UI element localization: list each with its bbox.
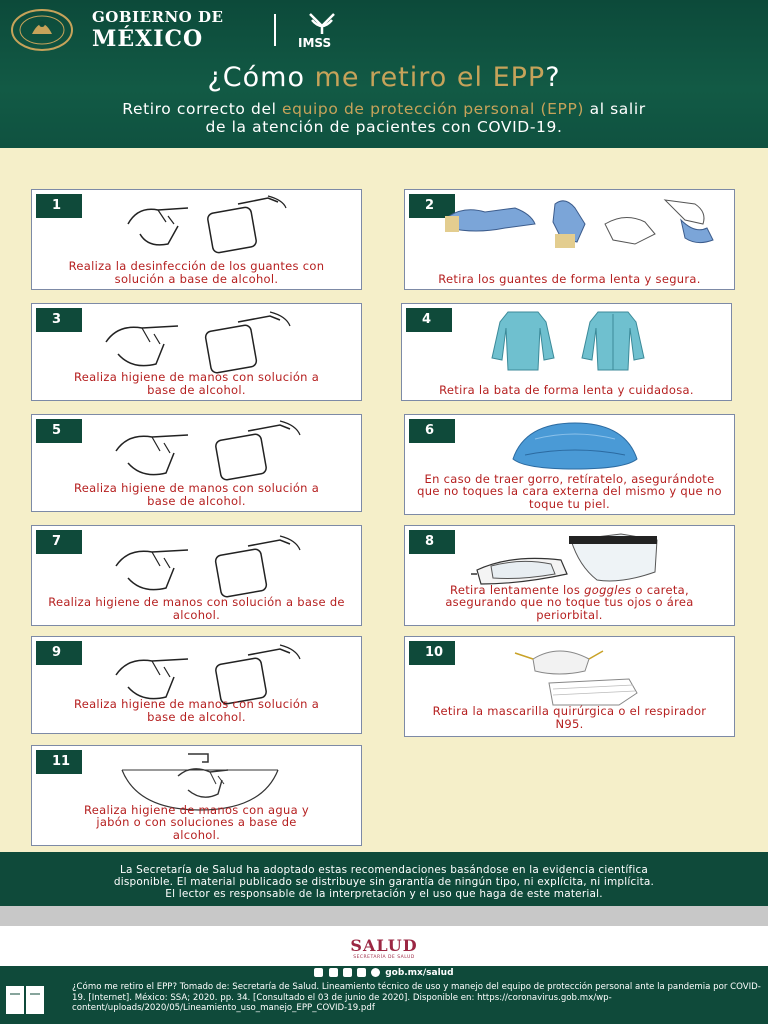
gob-line2: MÉXICO bbox=[92, 26, 204, 52]
step-card-5 bbox=[31, 414, 362, 512]
step-card-1 bbox=[31, 189, 362, 290]
facebook-icon[interactable] bbox=[314, 968, 323, 977]
step-number: 7 bbox=[36, 530, 82, 554]
step-card-4 bbox=[401, 303, 732, 401]
step-card-7 bbox=[31, 525, 362, 626]
imss-logo-text: IMSS bbox=[298, 36, 332, 50]
step-card-6 bbox=[404, 414, 735, 515]
book-icon bbox=[4, 982, 52, 1018]
page-title bbox=[0, 62, 768, 93]
step-text-emphasis: goggles bbox=[584, 582, 632, 597]
step-number: 9 bbox=[36, 641, 82, 665]
coat-of-arms-icon bbox=[8, 8, 76, 52]
step-text-post: o careta, asegurando que no toque tus ojos o área periorbital. bbox=[445, 582, 694, 622]
step-text: Retira los guantes de forma lenta y segura. bbox=[438, 271, 701, 286]
social-links[interactable] bbox=[0, 966, 768, 980]
social-handle-link[interactable]: gob.mx/salud bbox=[385, 968, 454, 978]
step-card-11 bbox=[31, 745, 362, 846]
glove-removal-illustration bbox=[445, 194, 715, 252]
hand-sanitizer-illustration bbox=[98, 306, 298, 374]
salud-logo bbox=[0, 936, 768, 960]
step-text: Realiza higiene de manos con solución a base de alcohol. bbox=[48, 595, 345, 622]
step-card-2 bbox=[404, 189, 735, 290]
hand-sanitizer-illustration bbox=[118, 194, 288, 254]
step-text: En caso de traer gorro, retíratelo, asegurándote que no toques la cara externa del mismo y que no toque tu piel. bbox=[417, 471, 722, 511]
subtitle-pre: Retiro correcto del bbox=[122, 100, 283, 118]
separator-band bbox=[0, 906, 768, 926]
gobierno-de-mexico-logo bbox=[92, 10, 223, 50]
subtitle-highlight: equipo de protección personal (EPP) bbox=[282, 100, 585, 118]
step-text: Realiza higiene de manos con solución a base de alcohol. bbox=[73, 481, 320, 508]
step-card-8 bbox=[404, 525, 735, 626]
logo-divider bbox=[274, 14, 276, 46]
title-pre: ¿Cómo bbox=[207, 62, 315, 93]
gob-line1: GOBIERNO DE bbox=[92, 8, 224, 26]
step-number: 10 bbox=[409, 641, 455, 665]
step-text: Realiza higiene de manos con agua y jabón o con soluciones a base de alcohol. bbox=[84, 802, 309, 842]
step-number: 6 bbox=[409, 419, 455, 443]
title-post: ? bbox=[545, 62, 561, 93]
step-text bbox=[421, 584, 718, 622]
globe-icon[interactable] bbox=[371, 968, 380, 977]
disclaimer-banner bbox=[0, 852, 768, 906]
step-card-10 bbox=[404, 636, 735, 737]
hand-sanitizer-illustration bbox=[108, 417, 308, 481]
step-text: Retira la bata de forma lenta y cuidadosa. bbox=[439, 382, 694, 397]
disclaimer-line2: disponible. El material publicado se distribuye sin garantía de ningún tipo, ni explícita, ni implícita. bbox=[113, 876, 655, 888]
step-number: 3 bbox=[36, 308, 82, 332]
step-number: 11 bbox=[36, 750, 82, 774]
step-number: 1 bbox=[36, 194, 82, 218]
step-number: 4 bbox=[406, 308, 452, 332]
youtube-icon[interactable] bbox=[357, 968, 366, 977]
step-text: Realiza la desinfección de los guantes con solución a base de alcohol. bbox=[68, 259, 325, 286]
source-citation: ¿Cómo me retiro el EPP? Tomado de: Secretaría de Salud. Lineamiento técnico de uso y manejo del equipo de protección personal ante la pandemia por COVID-19. [Internet]. México: SSA; 2020. pp. 34. [Consultado el 03 de junio de 2020]. Disponible en: https://coronavirus.gob.mx/wp-content/uploads/2020/05/Lineamiento_uso_manejo_EPP_COVID-19.pdf bbox=[72, 982, 761, 1013]
disclaimer-line3: El lector es responsable de la interpretación y el uso que haga de este material. bbox=[165, 888, 603, 900]
salud-wordmark: SALUD bbox=[350, 936, 418, 955]
step-card-3 bbox=[31, 303, 362, 401]
gown-illustration bbox=[488, 308, 668, 372]
step-text-pre: Retira lentamente los bbox=[450, 582, 585, 597]
step-card-9 bbox=[31, 636, 362, 734]
subtitle-post: al salir bbox=[584, 100, 646, 118]
hand-sanitizer-illustration bbox=[108, 530, 308, 598]
salud-subtitle: SECRETARÍA DE SALUD bbox=[353, 955, 415, 960]
surgical-cap-illustration bbox=[505, 419, 645, 471]
subtitle-line2: de la atención de pacientes con COVID-19. bbox=[205, 118, 563, 136]
instagram-icon[interactable] bbox=[343, 968, 352, 977]
title-highlight: me retiro el EPP bbox=[314, 62, 546, 93]
hand-sanitizer-illustration bbox=[108, 639, 308, 705]
step-number: 5 bbox=[36, 419, 82, 443]
step-text: Realiza higiene de manos con solución a base de alcohol. bbox=[73, 697, 320, 724]
step-number: 2 bbox=[409, 194, 455, 218]
step-text: Retira la mascarilla quirúrgica o el respirador N95. bbox=[432, 704, 707, 731]
goggles-faceshield-illustration bbox=[471, 530, 663, 586]
page-subtitle bbox=[0, 100, 768, 136]
step-text: Realiza higiene de manos con solución a base de alcohol. bbox=[73, 370, 320, 397]
disclaimer-line1: La Secretaría de Salud ha adoptado estas recomendaciones basándose en la evidencia científica bbox=[119, 864, 649, 876]
step-number: 8 bbox=[409, 530, 455, 554]
twitter-icon[interactable] bbox=[329, 968, 338, 977]
respirator-mask-illustration bbox=[509, 641, 649, 707]
